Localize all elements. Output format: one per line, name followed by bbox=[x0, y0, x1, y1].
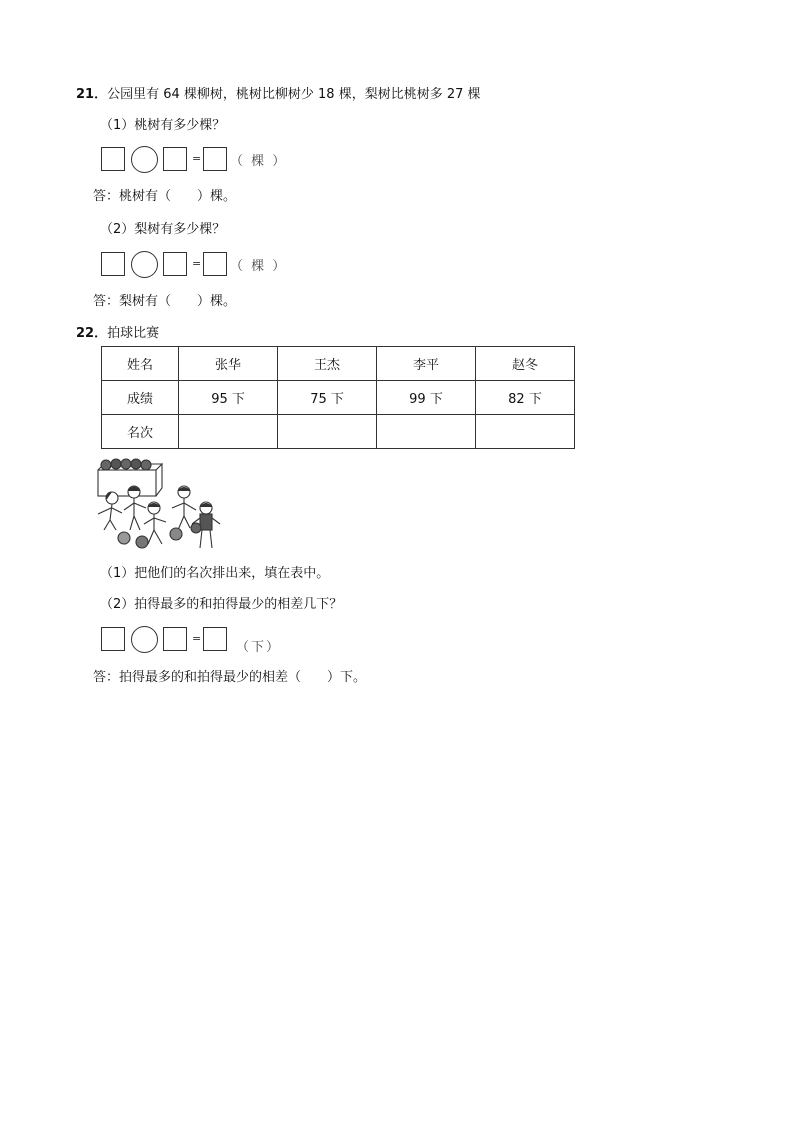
q22-p2-operator-circle[interactable] bbox=[131, 626, 158, 653]
q22-p2-equals: = bbox=[192, 632, 202, 645]
q21-part1-answer: 答：桃树有（ ）棵。 bbox=[93, 189, 237, 204]
q21-p1-box-2[interactable] bbox=[163, 147, 187, 171]
q22-number: 22． bbox=[76, 326, 108, 341]
q21-p2-unit: （ 棵 ） bbox=[230, 259, 288, 274]
table-cell: 成绩 bbox=[102, 381, 179, 415]
q21-number: 21． bbox=[76, 87, 108, 102]
q22-p2-unit: （下） bbox=[236, 640, 282, 655]
q21-p1-operator-circle[interactable] bbox=[131, 146, 158, 173]
table-row-ranks bbox=[102, 415, 575, 449]
q21-p2-box-1[interactable] bbox=[101, 252, 125, 276]
table-row-names bbox=[102, 347, 575, 381]
q21-p2-box-result[interactable] bbox=[203, 252, 227, 276]
q21-part2-answer: 答：梨树有（ ）棵。 bbox=[93, 294, 237, 309]
q21-part2-question: （2）梨树有多少棵？ bbox=[100, 222, 226, 237]
q22-line bbox=[76, 322, 159, 341]
q21-p2-box-2[interactable] bbox=[163, 252, 187, 276]
table-cell: 张华 bbox=[179, 347, 278, 381]
rank-input-cell[interactable] bbox=[179, 415, 278, 449]
q21-p1-unit: （ 棵 ） bbox=[230, 154, 288, 169]
table-cell: 95 下 bbox=[179, 381, 278, 415]
q22-part1: （1）把他们的名次排出来，填在表中。 bbox=[100, 566, 330, 581]
score-table bbox=[101, 346, 575, 449]
table-cell: 李平 bbox=[377, 347, 476, 381]
rank-input-cell[interactable] bbox=[278, 415, 377, 449]
q21-p1-box-1[interactable] bbox=[101, 147, 125, 171]
table-cell: 名次 bbox=[102, 415, 179, 449]
q21-p1-equals: = bbox=[192, 152, 202, 165]
q21-line bbox=[76, 83, 481, 102]
q22-p2-box-1[interactable] bbox=[101, 627, 125, 651]
q21-p2-operator-circle[interactable] bbox=[131, 251, 158, 278]
children-bouncing-balls-illustration bbox=[92, 458, 227, 553]
q21-p2-equals: = bbox=[192, 257, 202, 270]
q22-p2-box-2[interactable] bbox=[163, 627, 187, 651]
q22-title: 拍球比赛 bbox=[107, 326, 160, 341]
table-cell: 姓名 bbox=[102, 347, 179, 381]
table-cell: 82 下 bbox=[475, 381, 574, 415]
q21-part1-question: （1）桃树有多少棵？ bbox=[100, 118, 226, 133]
table-row-scores bbox=[102, 381, 575, 415]
q21-p1-box-result[interactable] bbox=[203, 147, 227, 171]
table-cell: 赵冬 bbox=[475, 347, 574, 381]
q22-part2-question: （2）拍得最多的和拍得最少的相差几下？ bbox=[100, 597, 343, 612]
table-cell: 王杰 bbox=[278, 347, 377, 381]
rank-input-cell[interactable] bbox=[475, 415, 574, 449]
table-cell: 99 下 bbox=[377, 381, 476, 415]
rank-input-cell[interactable] bbox=[377, 415, 476, 449]
q22-part2-answer: 答：拍得最多的和拍得最少的相差（ ）下。 bbox=[93, 670, 367, 685]
q22-p2-box-result[interactable] bbox=[203, 627, 227, 651]
q21-text: 公园里有 64 棵柳树，桃树比柳树少 18 棵，梨树比桃树多 27 棵 bbox=[107, 87, 481, 102]
table-cell: 75 下 bbox=[278, 381, 377, 415]
